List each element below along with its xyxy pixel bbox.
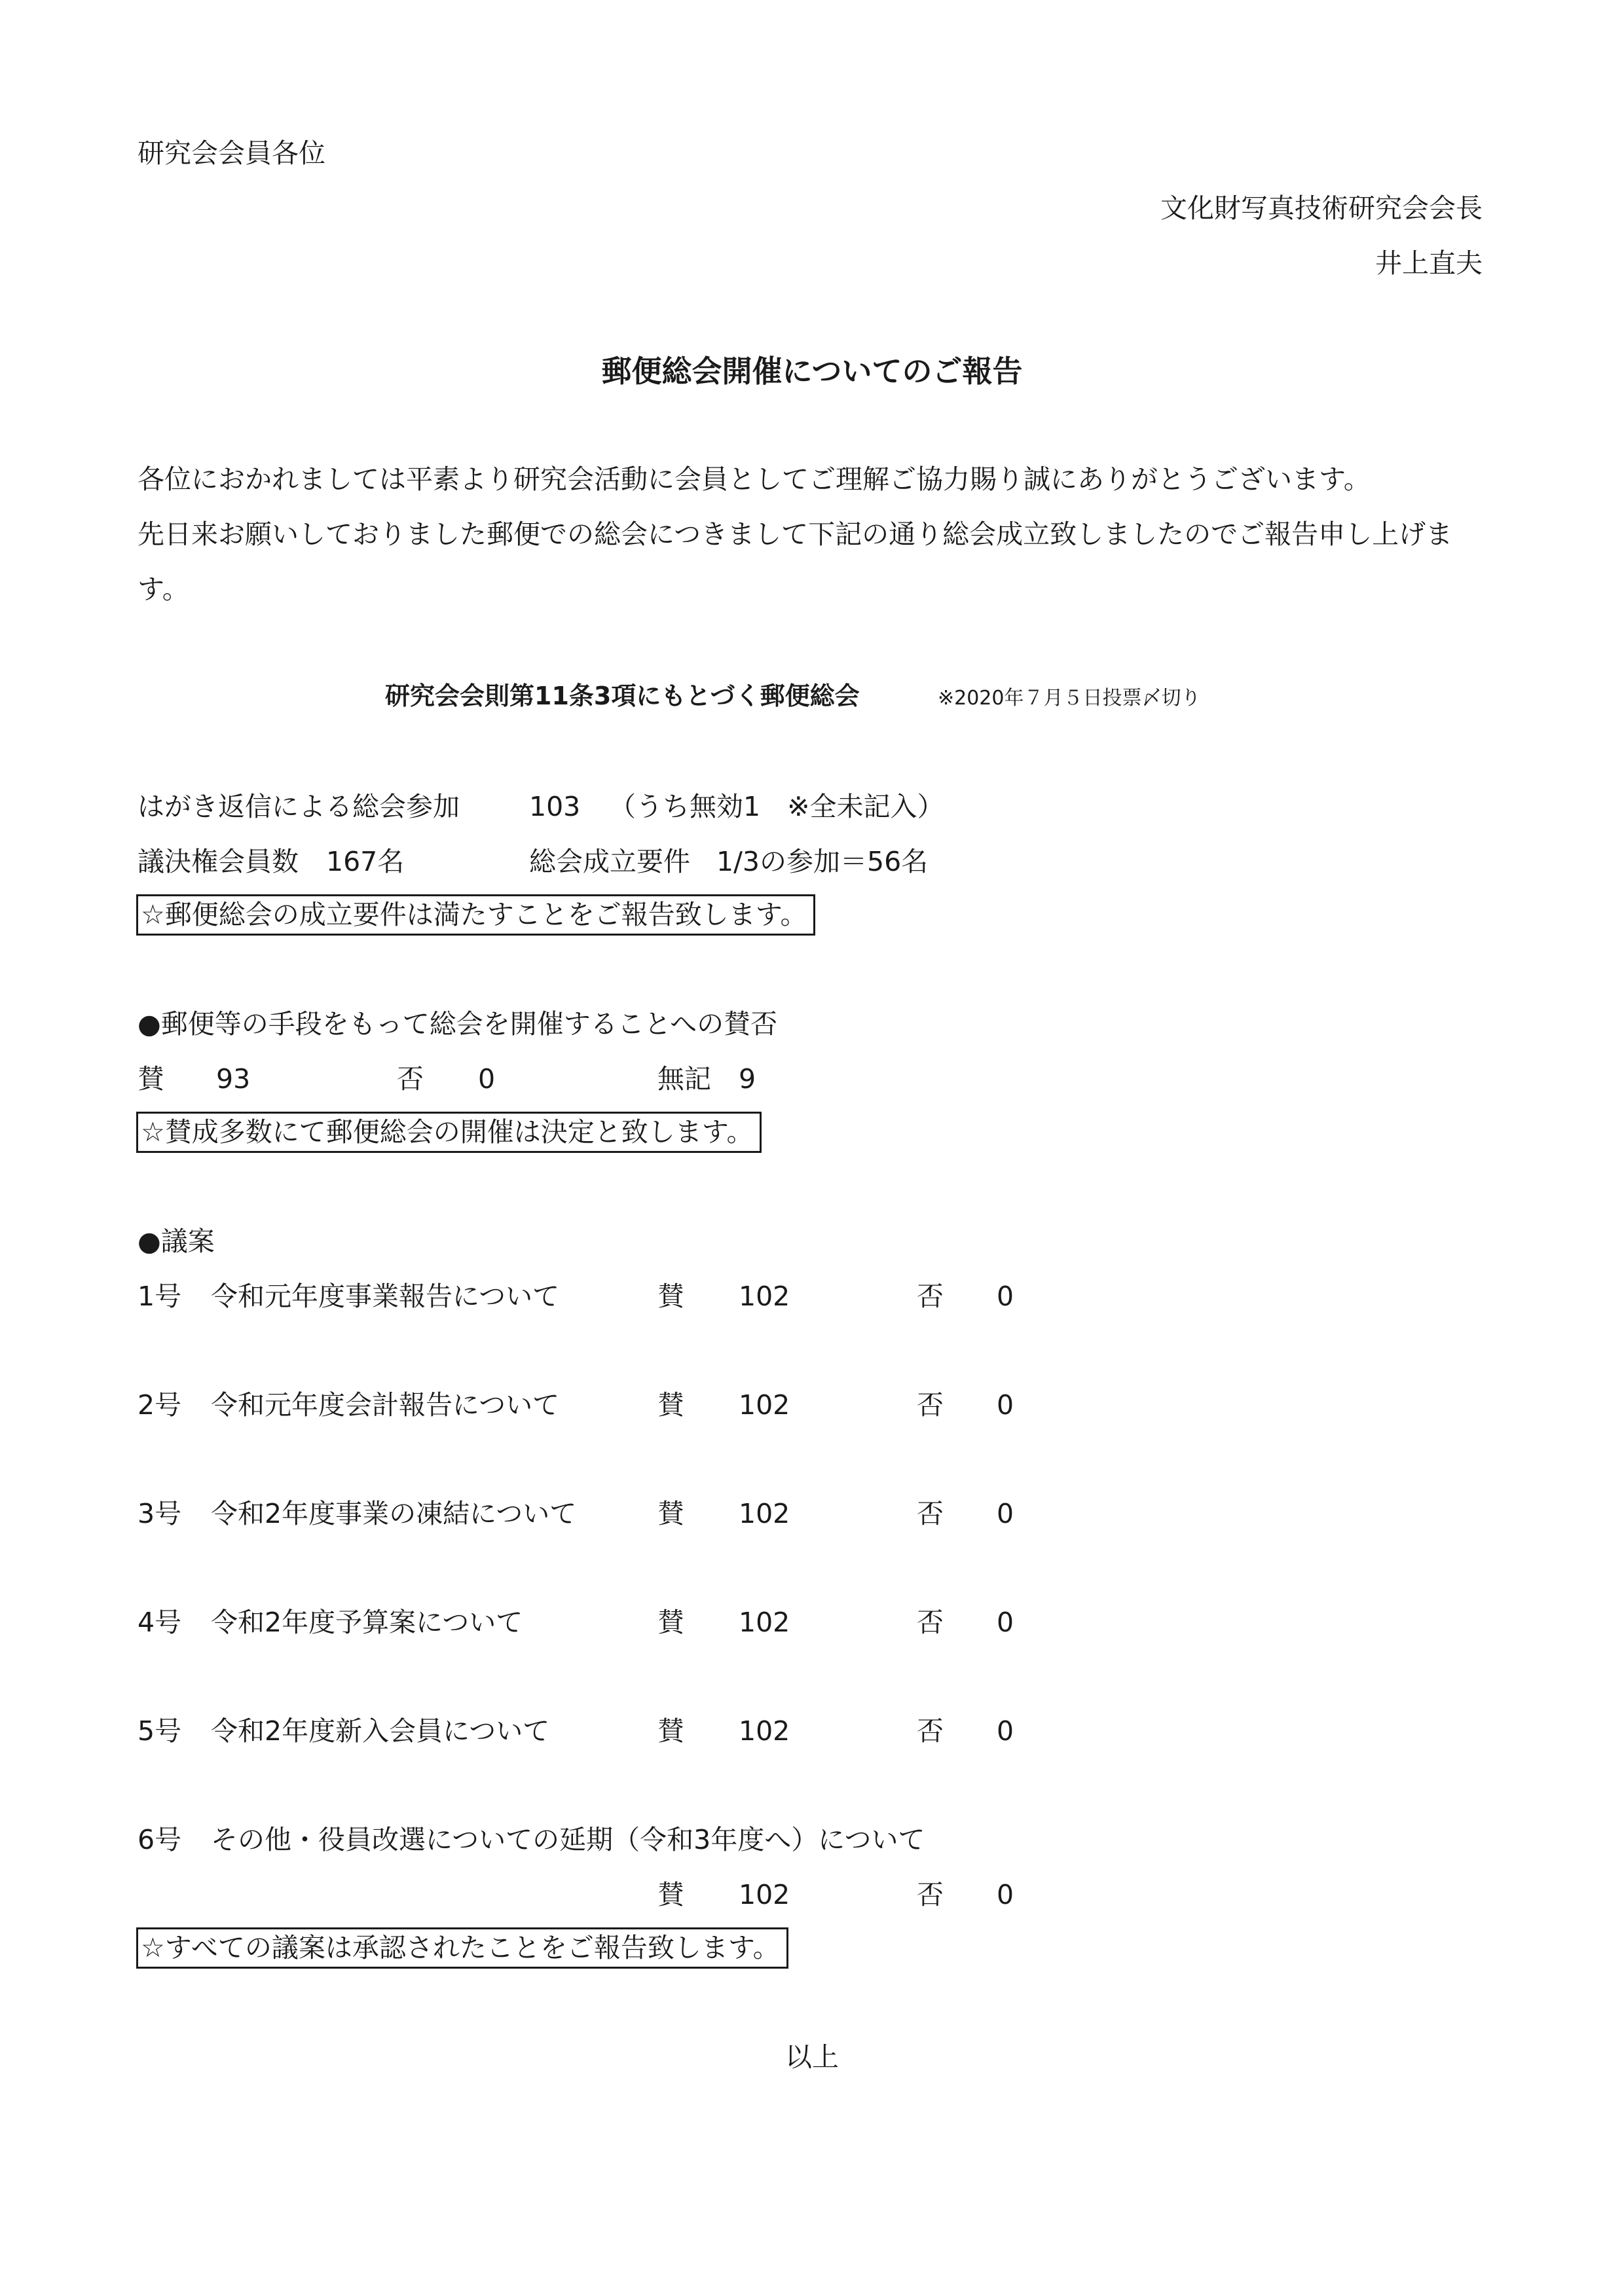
sender-name: 井上直夫 — [1375, 247, 1483, 279]
intro-line-1: 各位におかれましては平素より研究会活動に会員としてご理解ご協力賜り誠にありがとうございます。 — [138, 464, 1371, 495]
section-heading: 研究会会則第11条3項にもとづく郵便総会 — [385, 682, 860, 710]
participation-label: はがき返信による総会参加 — [138, 791, 460, 822]
participation-conclusion: ☆郵便総会の成立要件は満たすことをご報告致します。 — [136, 894, 815, 936]
agenda-number: 3号 — [138, 1498, 182, 1529]
intro-line-3: す。 — [138, 574, 189, 605]
intro-line-2: 先日来お願いしておりました郵便での総会につきまして下記の通り総会成立致しましたのでご報告申し上げま — [138, 519, 1453, 550]
agenda-conclusion: ☆すべての議案は承認されたことをご報告致します。 — [136, 1927, 788, 1969]
agenda-title: 令和2年度事業の凍結について — [211, 1498, 577, 1529]
addressee: 研究会会員各位 — [138, 137, 325, 169]
agenda-no-value: 0 — [997, 1715, 1014, 1747]
agenda-no-value: 0 — [997, 1879, 1014, 1910]
postal-blank-label: 無記 — [657, 1063, 711, 1095]
agenda-no-value: 0 — [997, 1389, 1014, 1421]
voters-value: 167名 — [326, 846, 405, 877]
agenda-no-label: 否 — [917, 1498, 944, 1529]
postal-blank-value: 9 — [739, 1063, 756, 1095]
document-title: 郵便総会開催についてのご報告 — [601, 354, 1023, 389]
agenda-yes-value: 102 — [739, 1607, 790, 1638]
quorum-value: 1/3の参加＝56名 — [716, 846, 929, 877]
agenda-title: 令和2年度新入会員について — [211, 1715, 550, 1747]
postal-yes-label: 賛 — [138, 1063, 164, 1095]
agenda-title: 令和元年度会計報告について — [211, 1389, 560, 1421]
agenda-number: 6号 — [138, 1824, 182, 1855]
agenda-no-label: 否 — [917, 1715, 944, 1747]
postal-no-label: 否 — [397, 1063, 424, 1095]
agenda-yes-label: 賛 — [657, 1607, 684, 1638]
sender-organization: 文化財写真技術研究会会長 — [1160, 192, 1483, 224]
agenda-no-label: 否 — [917, 1607, 944, 1638]
agenda-title: 令和元年度事業報告について — [211, 1281, 560, 1312]
agenda-yes-label: 賛 — [657, 1498, 684, 1529]
agenda-no-label: 否 — [917, 1389, 944, 1421]
closing: 以上 — [785, 2041, 839, 2073]
agenda-number: 1号 — [138, 1281, 182, 1312]
agenda-yes-value: 102 — [739, 1715, 790, 1747]
agenda-yes-value: 102 — [739, 1281, 790, 1312]
agenda-heading: ●議案 — [138, 1226, 215, 1257]
agenda-number: 2号 — [138, 1389, 182, 1421]
agenda-no-label: 否 — [917, 1879, 944, 1910]
agenda-yes-value: 102 — [739, 1498, 790, 1529]
postal-yes-value: 93 — [216, 1063, 251, 1095]
agenda-yes-label: 賛 — [657, 1389, 684, 1421]
agenda-no-value: 0 — [997, 1607, 1014, 1638]
postal-no-value: 0 — [478, 1063, 496, 1095]
quorum-label: 総会成立要件 — [529, 846, 690, 877]
agenda-no-value: 0 — [997, 1498, 1014, 1529]
agenda-title: 令和2年度予算案について — [211, 1607, 523, 1638]
agenda-yes-value: 102 — [739, 1879, 790, 1910]
postal-vote-conclusion: ☆賛成多数にて郵便総会の開催は決定と致します。 — [136, 1112, 762, 1153]
agenda-title: その他・役員改選についての延期（令和3年度へ）について — [211, 1824, 925, 1855]
agenda-yes-label: 賛 — [657, 1281, 684, 1312]
agenda-yes-value: 102 — [739, 1389, 790, 1421]
postal-vote-heading: ●郵便等の手段をもって総会を開催することへの賛否 — [138, 1008, 778, 1040]
participation-detail: （うち無効1 ※全未記入） — [609, 791, 944, 822]
agenda-number: 5号 — [138, 1715, 182, 1747]
agenda-no-label: 否 — [917, 1281, 944, 1312]
agenda-yes-label: 賛 — [657, 1715, 684, 1747]
agenda-no-value: 0 — [997, 1281, 1014, 1312]
agenda-number: 4号 — [138, 1607, 182, 1638]
section-heading-note: ※2020年７月５日投票〆切り — [938, 687, 1201, 710]
agenda-yes-label: 賛 — [657, 1879, 684, 1910]
participation-count: 103 — [529, 791, 581, 822]
voters-label: 議決権会員数 — [138, 846, 299, 877]
